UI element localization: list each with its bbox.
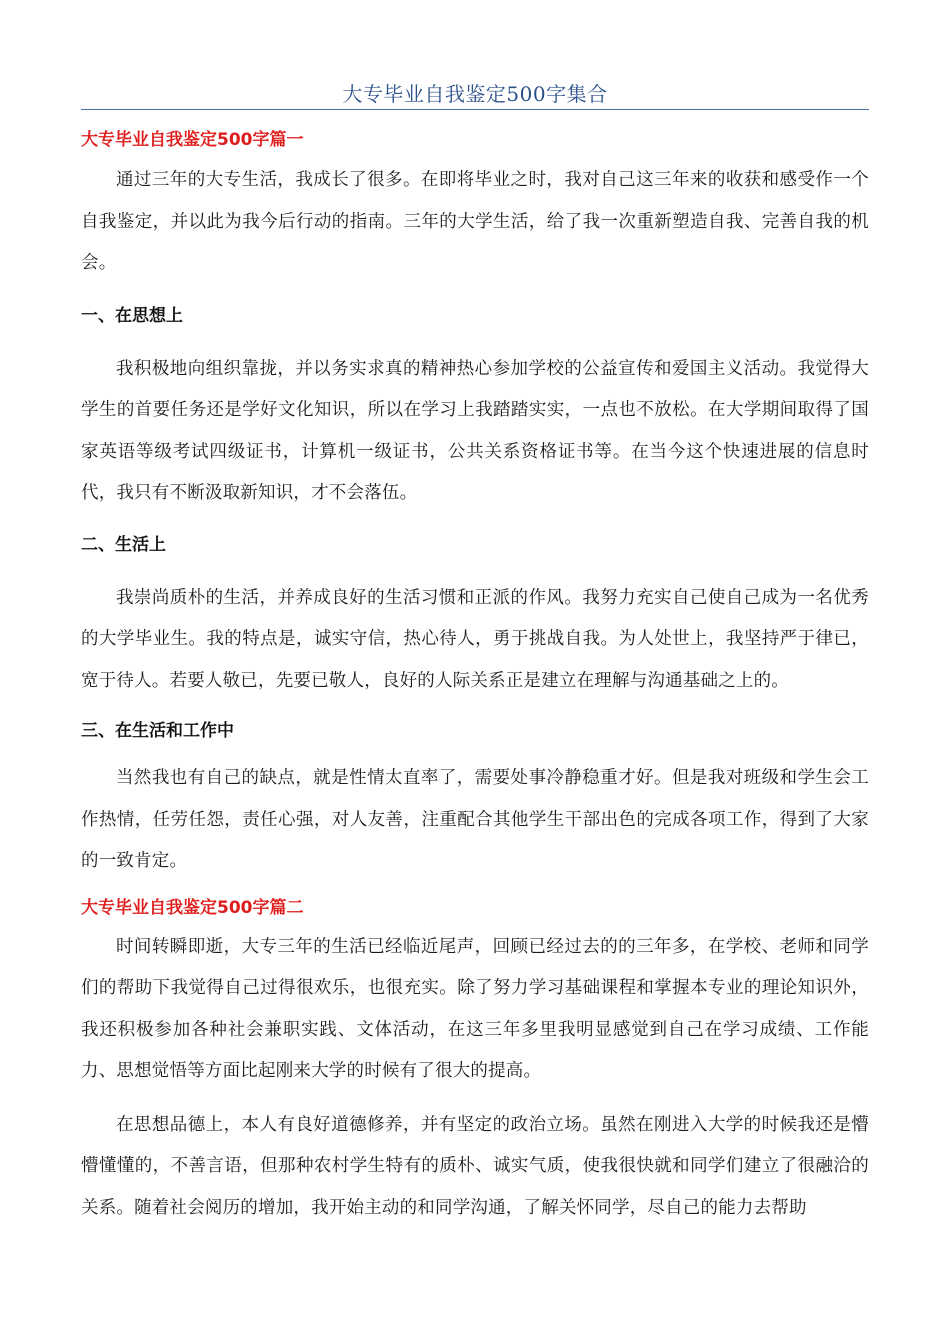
document-body bbox=[81, 127, 869, 1229]
subheading-thought: 一、在思想上 bbox=[81, 305, 183, 326]
section-2-paragraph-1: 时间转瞬即逝，大专三年的生活已经临近尾声，回顾已经过去的的三年多，在学校、老师和同学们的帮助下我觉得自己过得很欢乐，也很充实。除了努力学习基础课程和掌握本专业的理论知识外，我还积极参加各种社会兼职实践、文体活动，在这三年多里我明显感觉到自己在学习成绩、工作能力、思想觉悟等方面比起刚来大学的时候有了很大的提高。 bbox=[81, 936, 869, 1081]
subheading-life: 二、生活上 bbox=[81, 534, 166, 555]
section-2-paragraph-2: 在思想品德上，本人有良好道德修养，并有坚定的政治立场。虽然在刚进入大学的时候我还是懵懵懂懂的，不善言语，但那种农村学生特有的质朴、诚实气质，使我很快就和同学们建立了很融洽的关系。随着社会阅历的增加，我开始主动的和同学沟通，了解关怀同学，尽自己的能力去帮助 bbox=[81, 1114, 869, 1218]
paragraph-life: 我崇尚质朴的生活，并养成良好的生活习惯和正派的作风。我努力充实自己使自己成为一名优秀的大学毕业生。我的特点是，诚实守信，热心待人，勇于挑战自我。为人处世上，我坚持严于律已，宽于待人。若要人敬已，先要已敬人，良好的人际关系正是建立在理解与沟通基础之上的。 bbox=[81, 587, 869, 691]
document-header bbox=[81, 79, 869, 110]
section-title-1: 大专毕业自我鉴定500字篇一 bbox=[81, 130, 304, 150]
document-title: 大专毕业自我鉴定500字集合 bbox=[342, 82, 608, 106]
paragraph-work: 当然我也有自己的缺点，就是性情太直率了，需要处事冷静稳重才好。但是我对班级和学生会工作热情，任劳任怨，责任心强，对人友善，注重配合其他学生干部出色的完成各项工作，得到了大家的一致肯定。 bbox=[81, 768, 869, 871]
paragraph-thought: 我积极地向组织靠拢，并以务实求真的精神热心参加学校的公益宣传和爱国主义活动。我觉得大学生的首要任务还是学好文化知识，所以在学习上我踏踏实实，一点也不放松。在大学期间取得了国家英语等级考试四级证书，计算机一级证书，公共关系资格证书等。在当今这个快速进展的信息时代，我只有不断汲取新知识，才不会落伍。 bbox=[81, 358, 869, 503]
section-title-2: 大专毕业自我鉴定500字篇二 bbox=[81, 897, 304, 918]
section-1-intro: 通过三年的大专生活，我成长了很多。在即将毕业之时，我对自己这三年来的收获和感受作一个自我鉴定，并以此为我今后行动的指南。三年的大学生活，给了我一次重新塑造自我、完善自我的机会。 bbox=[81, 170, 869, 273]
subheading-work: 三、在生活和工作中 bbox=[81, 721, 234, 741]
